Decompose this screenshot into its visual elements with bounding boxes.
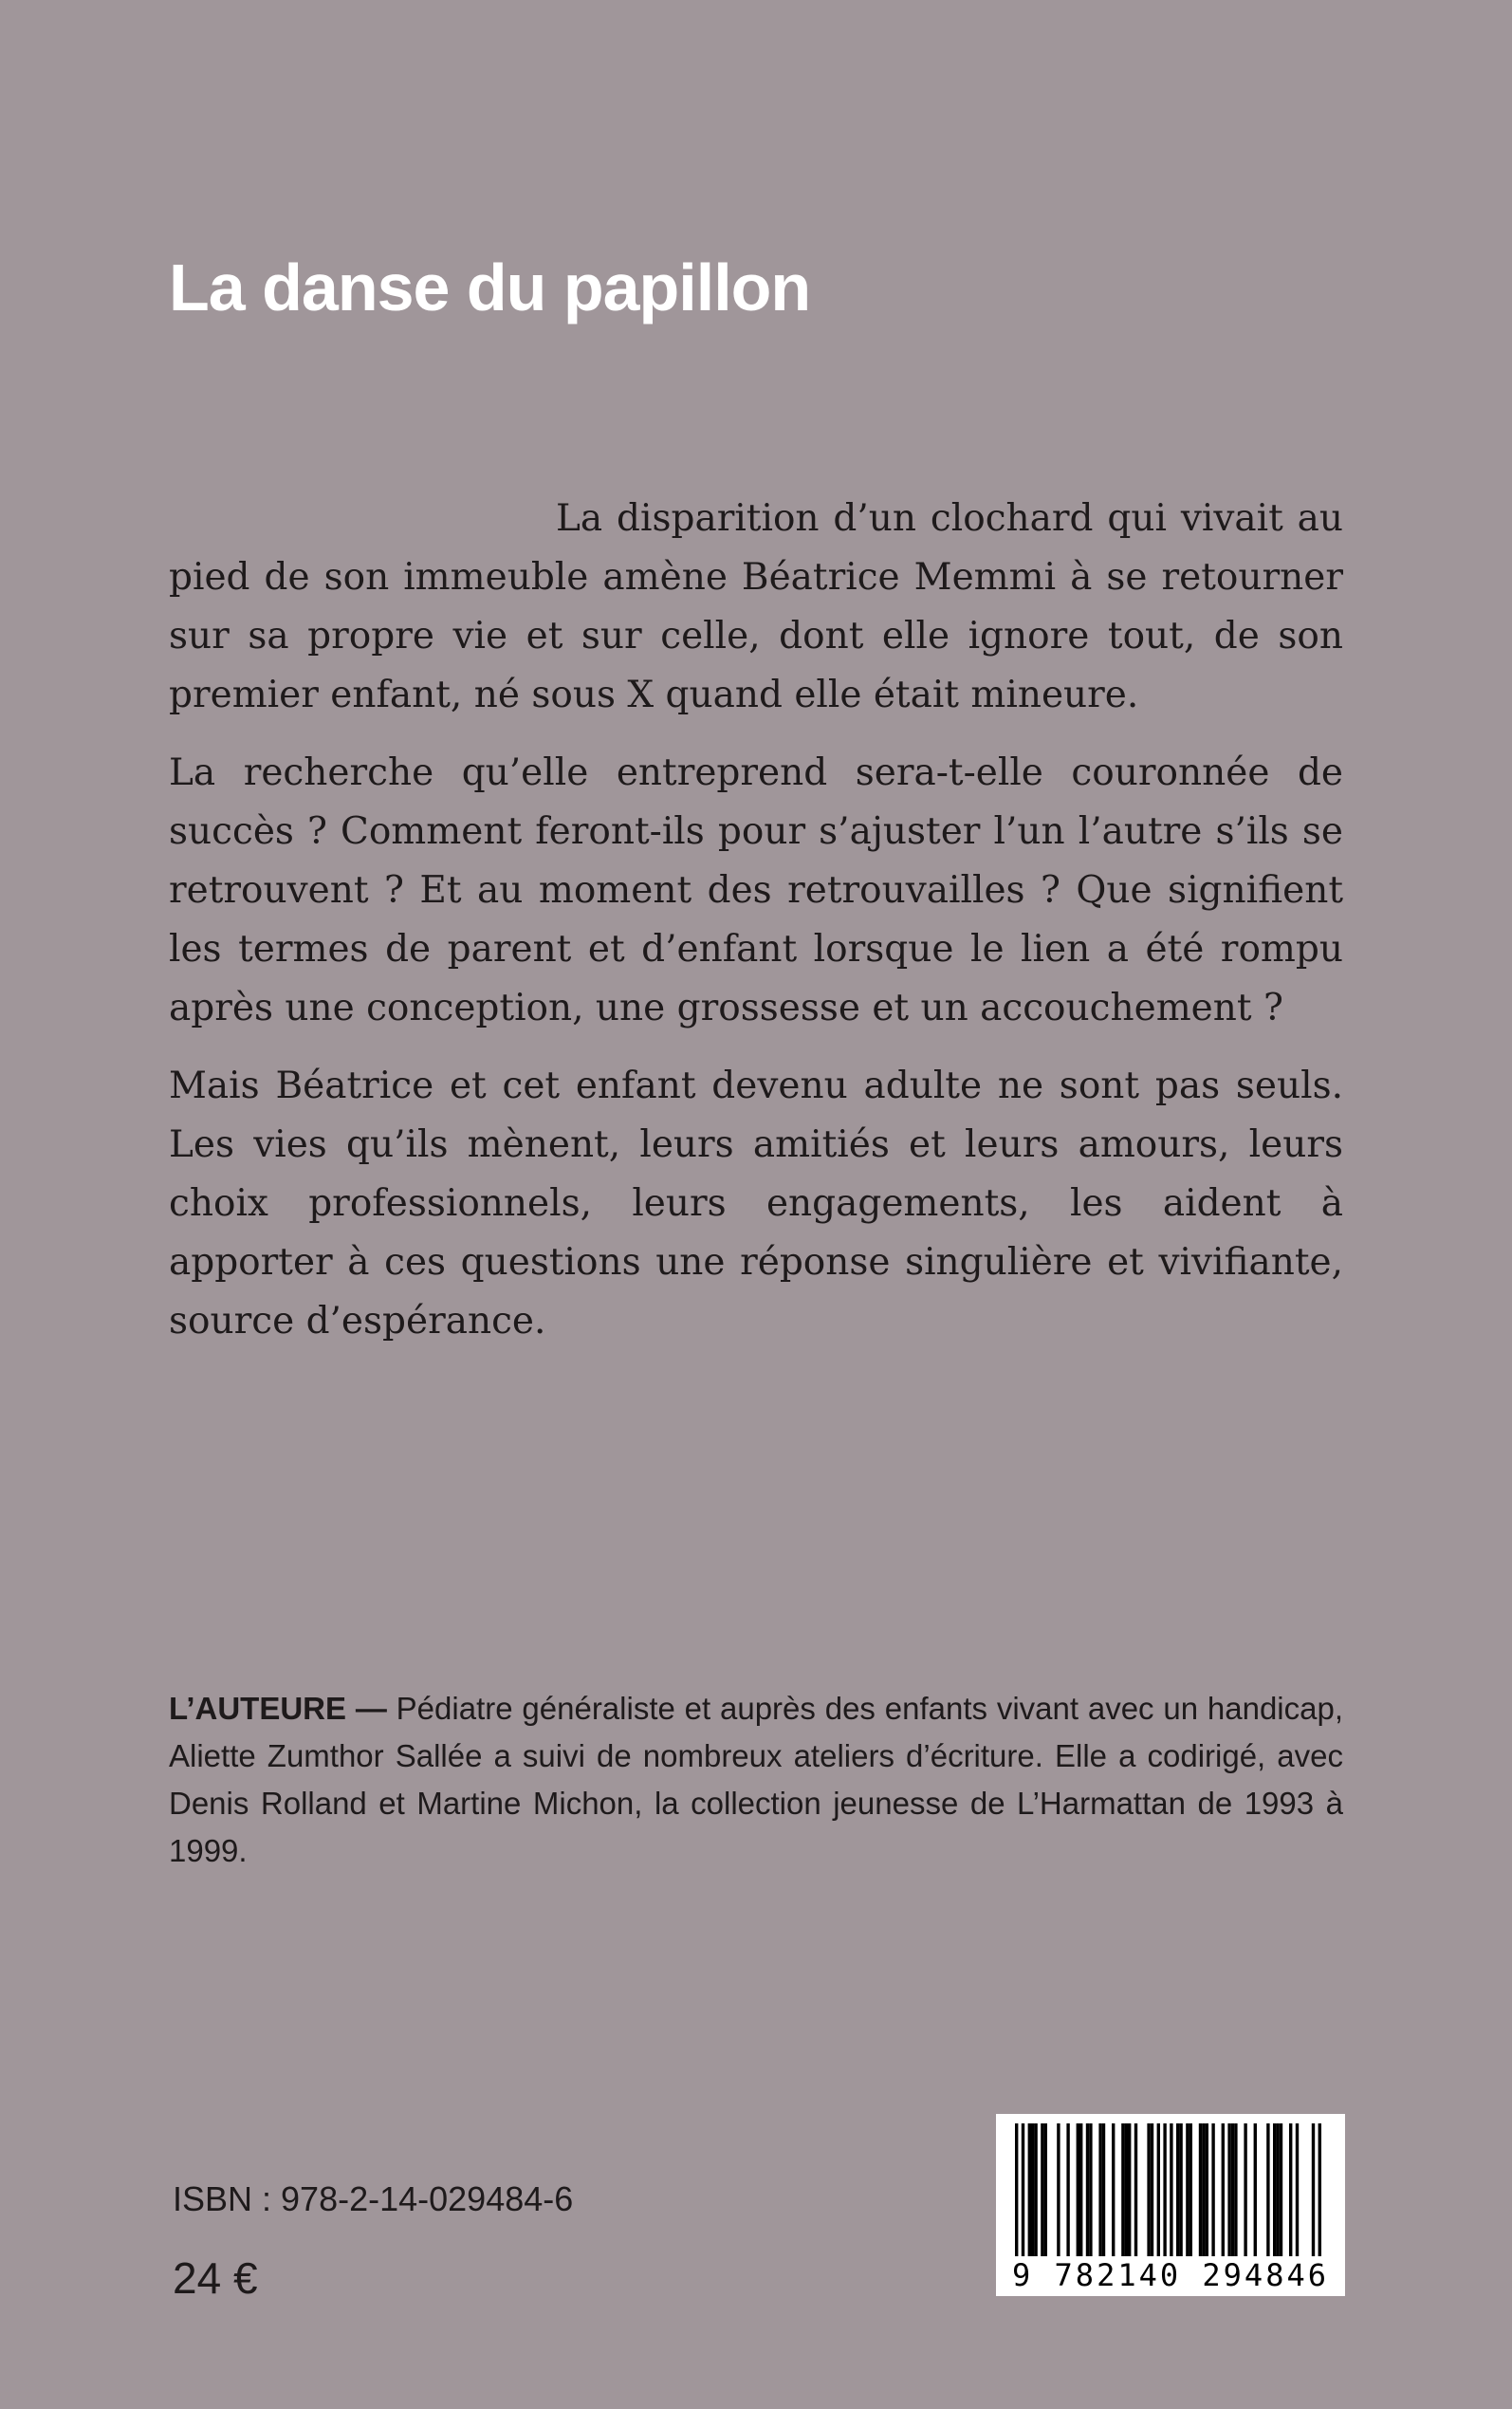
barcode-bar-1 bbox=[1022, 2123, 1024, 2256]
blurb-paragraph: Mais Béatrice et cet enfant devenu adulte ne sont pas seuls. Les vies qu’ils mènent, leurs amitiés et leurs amours, leurs choix professionnels, leurs engagements, les aident à apporter à ces questions une réponse singulière et vivifiante, source d’espérance. bbox=[169, 1065, 1343, 1343]
barcode-bar-46 bbox=[1318, 2123, 1321, 2256]
blurb-paragraph: La disparition d’un clochard qui vivait au pied de son immeuble amène Béatrice Memmi à se retourner sur sa propre vie et sur celle, dont elle ignore tout, de son premier enfant, né sous X quand elle était mineure. bbox=[169, 497, 1343, 716]
author-bio-text: Pédiatre généraliste et auprès des enfants vivant avec un handicap, Aliette Zumthor Sallée a suivi de nombreux ateliers d’écriture. Elle a codirigé, avec Denis Rolland et Martine Michon, la collection jeunesse de L’Harmattan de 1993 à 1999. bbox=[169, 1691, 1344, 1868]
barcode-bar-2 bbox=[1028, 2123, 1031, 2256]
barcode-bar-19 bbox=[1134, 2123, 1137, 2256]
barcode-bar-16 bbox=[1121, 2123, 1124, 2256]
barcode-bar-41 bbox=[1276, 2123, 1279, 2256]
barcode-bar-11 bbox=[1086, 2123, 1089, 2256]
barcode-bar-23 bbox=[1163, 2123, 1166, 2256]
barcode-bar-10 bbox=[1079, 2123, 1082, 2256]
barcode-bar-14 bbox=[1102, 2123, 1105, 2256]
barcode-bar-9 bbox=[1077, 2123, 1079, 2256]
barcode-bar-25 bbox=[1176, 2123, 1179, 2256]
barcode-bar-40 bbox=[1273, 2123, 1276, 2256]
barcode-bar-44 bbox=[1296, 2123, 1299, 2256]
barcode-bar-22 bbox=[1157, 2123, 1160, 2256]
barcode-bar-39 bbox=[1266, 2123, 1269, 2256]
barcode-bar-3 bbox=[1031, 2123, 1034, 2256]
barcode-bar-0 bbox=[1015, 2123, 1018, 2256]
barcode-bar-42 bbox=[1280, 2123, 1282, 2256]
barcode-bar-8 bbox=[1066, 2123, 1069, 2256]
barcode-bar-27 bbox=[1186, 2123, 1189, 2256]
barcode-bar-17 bbox=[1125, 2123, 1128, 2256]
barcode-bar-33 bbox=[1222, 2123, 1225, 2256]
barcode-bar-6 bbox=[1044, 2123, 1047, 2256]
barcode-bar-31 bbox=[1206, 2123, 1208, 2256]
barcode-bar-43 bbox=[1289, 2123, 1292, 2256]
barcode-bar-21 bbox=[1151, 2123, 1153, 2256]
barcode-bar-37 bbox=[1244, 2123, 1246, 2256]
barcode-bar-32 bbox=[1211, 2123, 1214, 2256]
barcode-bar-36 bbox=[1234, 2123, 1237, 2256]
barcode-bar-15 bbox=[1112, 2123, 1115, 2256]
barcode-bar-29 bbox=[1199, 2123, 1202, 2256]
barcode-bar-28 bbox=[1189, 2123, 1192, 2256]
barcode-bar-5 bbox=[1041, 2123, 1043, 2256]
blurb-paragraph: La recherche qu’elle entreprend sera-t-elle couronnée de succès ? Comment feront-ils pour s’ajuster l’un l’autre s’ils se retrouvent ? Et au moment des retrouvailles ? Que signifient les termes de parent et d’enfant lorsque le lien a été rompu après une conception, une grossesse et un accouchement ? bbox=[169, 751, 1343, 1029]
isbn: ISBN : 978-2-14-029484-6 bbox=[173, 2179, 574, 2218]
barcode-bar-13 bbox=[1098, 2123, 1101, 2256]
barcode-bar-20 bbox=[1147, 2123, 1150, 2256]
book-title: La danse du papillon bbox=[169, 250, 811, 324]
barcode-bar-38 bbox=[1254, 2123, 1257, 2256]
barcode-digits: 9 782140 294846 bbox=[996, 2256, 1345, 2294]
barcode-bar-26 bbox=[1179, 2123, 1182, 2256]
barcode-bar-34 bbox=[1227, 2123, 1230, 2256]
barcode-bar-4 bbox=[1034, 2123, 1037, 2256]
barcode-bar-35 bbox=[1231, 2123, 1234, 2256]
barcode bbox=[996, 2114, 1345, 2296]
author-label: L’AUTEURE — bbox=[169, 1691, 387, 1726]
barcode-bar-18 bbox=[1128, 2123, 1131, 2256]
barcode-bar-24 bbox=[1170, 2123, 1172, 2256]
barcode-bar-45 bbox=[1312, 2123, 1315, 2256]
barcode-bar-30 bbox=[1202, 2123, 1205, 2256]
barcode-bar-12 bbox=[1089, 2123, 1092, 2256]
price: 24 € bbox=[173, 2253, 258, 2303]
back-cover-blurb bbox=[169, 490, 1343, 1370]
barcode-bar-7 bbox=[1057, 2123, 1060, 2256]
author-bio bbox=[169, 1685, 1343, 1875]
